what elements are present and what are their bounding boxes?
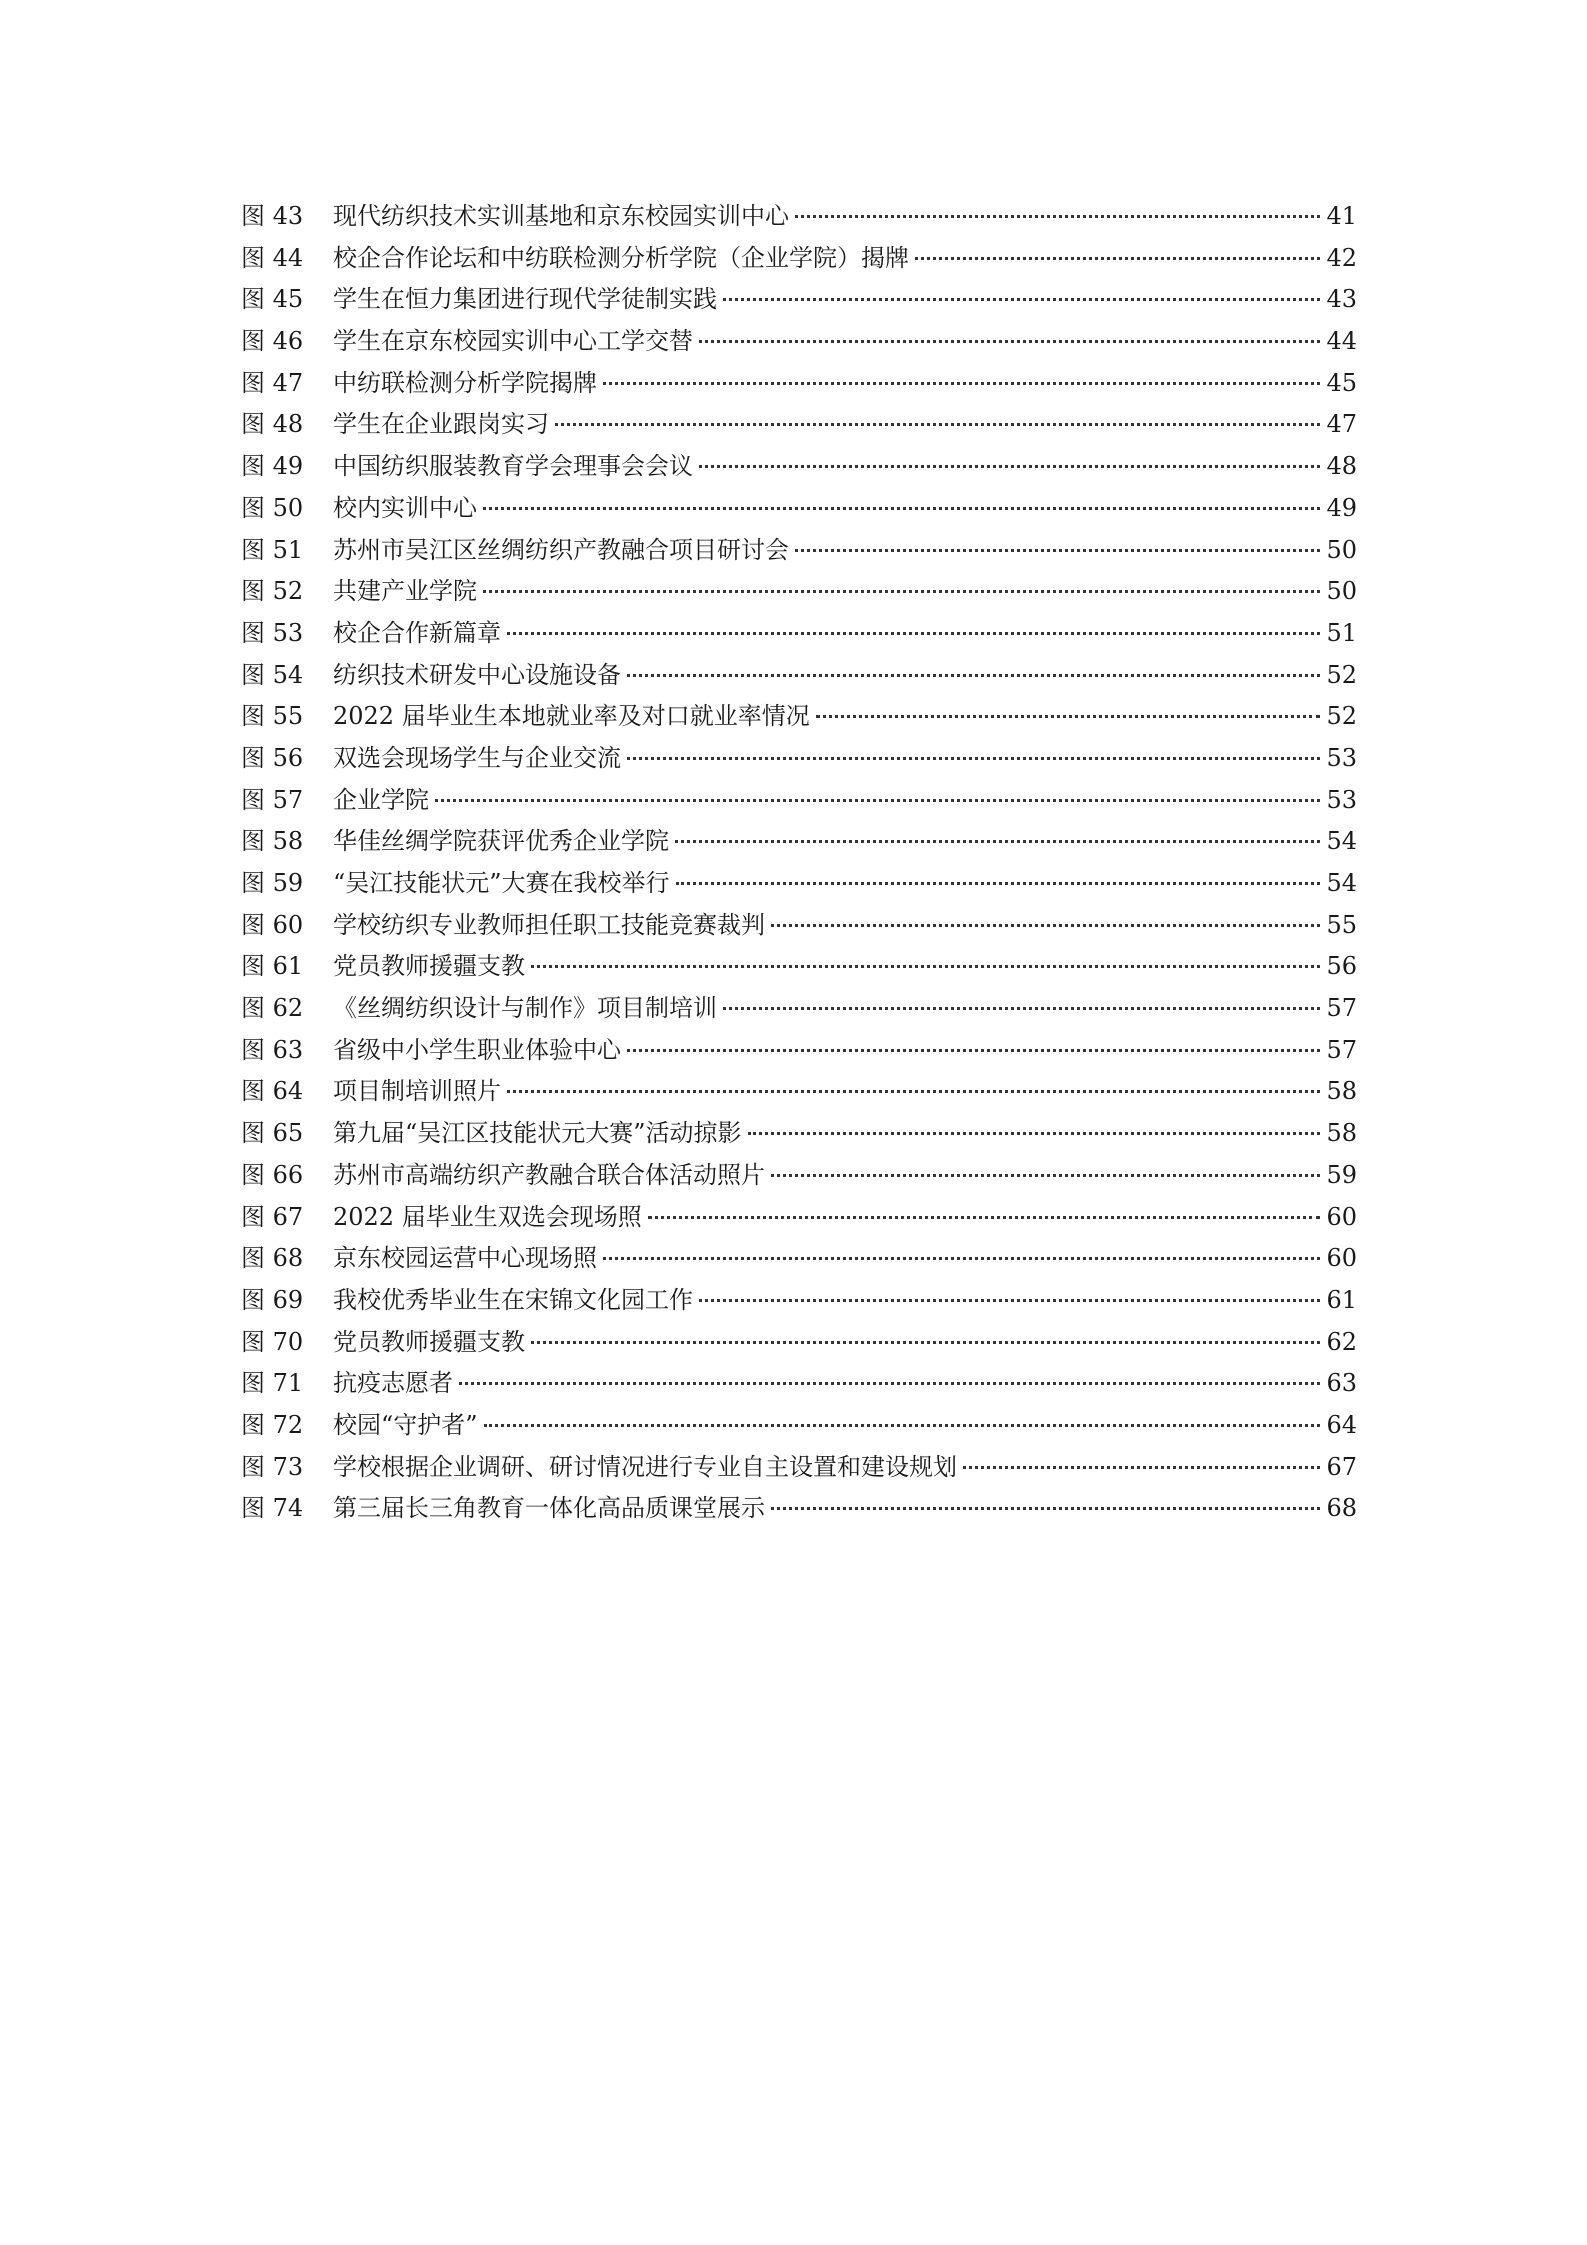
page-number: 52 — [1326, 660, 1357, 689]
page-number: 42 — [1326, 243, 1357, 272]
figure-number: 图 74 — [241, 1494, 304, 1523]
toc-entry[interactable] — [241, 1155, 1357, 1197]
figure-title: 第三届长三角教育一体化高品质课堂展示 — [333, 1494, 765, 1523]
figure-number: 图 60 — [241, 910, 304, 939]
dot-leader — [484, 1424, 1321, 1427]
figure-title: 抗疫志愿者 — [333, 1369, 453, 1398]
toc-entry[interactable] — [241, 238, 1357, 280]
figure-number: 图 65 — [241, 1119, 304, 1148]
figure-title: 第九届“吴江区技能状元大赛”活动掠影 — [333, 1119, 742, 1148]
figure-title: 华佳丝绸学院获评优秀企业学院 — [333, 827, 669, 856]
toc-entry[interactable] — [241, 1280, 1357, 1322]
figure-number: 图 57 — [241, 785, 304, 814]
figure-number: 图 54 — [241, 660, 304, 689]
toc-entry[interactable] — [241, 404, 1357, 446]
page-number: 47 — [1326, 410, 1357, 439]
figure-number: 图 68 — [241, 1244, 304, 1273]
page-number: 68 — [1326, 1494, 1357, 1523]
toc-entry[interactable] — [241, 321, 1357, 363]
figure-number: 图 61 — [241, 952, 304, 981]
dot-leader — [771, 1174, 1320, 1177]
toc-entry[interactable] — [241, 946, 1357, 988]
figure-number: 图 50 — [241, 493, 304, 522]
figure-number: 图 46 — [241, 327, 304, 356]
dot-leader — [963, 1466, 1320, 1469]
toc-entry[interactable] — [241, 1071, 1357, 1113]
dot-leader — [915, 257, 1320, 260]
toc-entry[interactable] — [241, 571, 1357, 613]
figure-title: 我校优秀毕业生在宋锦文化园工作 — [333, 1285, 693, 1314]
figure-number: 图 62 — [241, 994, 304, 1023]
figure-number: 图 52 — [241, 577, 304, 606]
figure-title: 校内实训中心 — [333, 493, 477, 522]
toc-entry[interactable] — [241, 1363, 1357, 1405]
dot-leader — [627, 674, 1320, 677]
dot-leader — [483, 590, 1320, 593]
page-number: 43 — [1326, 285, 1357, 314]
page-number: 44 — [1326, 327, 1357, 356]
figure-title: 京东校园运营中心现场照 — [333, 1244, 597, 1273]
toc-entry[interactable] — [241, 1405, 1357, 1447]
figure-number: 图 66 — [241, 1160, 304, 1189]
figure-title: 学生在恒力集团进行现代学徒制实践 — [333, 285, 717, 314]
figure-number: 图 43 — [241, 202, 304, 230]
toc-entry[interactable] — [241, 488, 1357, 530]
page-number: 63 — [1326, 1369, 1357, 1398]
figure-title: 现代纺织技术实训基地和京东校园实训中心 — [333, 202, 789, 230]
page-number: 54 — [1326, 869, 1357, 897]
figure-title: 学校纺织专业教师担任职工技能竞赛裁判 — [333, 910, 765, 939]
dot-leader — [699, 465, 1320, 468]
page-number: 56 — [1326, 952, 1357, 981]
dot-leader — [603, 382, 1320, 385]
toc-entry[interactable] — [241, 1197, 1357, 1239]
figure-number: 图 58 — [241, 827, 304, 856]
figure-number: 图 48 — [241, 410, 304, 439]
dot-leader — [531, 965, 1320, 968]
toc-entry[interactable] — [241, 1113, 1357, 1155]
dot-leader — [795, 215, 1320, 218]
dot-leader — [603, 1257, 1320, 1260]
toc-entry[interactable] — [241, 696, 1357, 738]
figure-number: 图 71 — [241, 1369, 304, 1398]
dot-leader — [699, 340, 1320, 343]
dot-leader — [748, 1132, 1321, 1135]
dot-leader — [627, 757, 1320, 760]
figure-title: 校园“守护者” — [333, 1410, 478, 1439]
dot-leader — [555, 423, 1320, 426]
figure-number: 图 55 — [241, 702, 304, 731]
figure-number: 图 45 — [241, 285, 304, 314]
page-number: 61 — [1326, 1285, 1357, 1314]
figure-title: 校企合作新篇章 — [333, 618, 501, 647]
dot-leader — [459, 1382, 1320, 1385]
figure-number: 图 70 — [241, 1327, 304, 1356]
figure-title: 省级中小学生职业体验中心 — [333, 1035, 621, 1064]
page-number: 58 — [1326, 1077, 1357, 1106]
page-number: 57 — [1326, 994, 1357, 1023]
figure-number: 图 59 — [241, 869, 304, 897]
page-number: 48 — [1326, 452, 1357, 481]
dot-leader — [507, 632, 1320, 635]
figure-title: 项目制培训照片 — [333, 1077, 501, 1106]
toc-entry[interactable] — [241, 780, 1357, 822]
dot-leader — [723, 298, 1320, 301]
figure-number: 图 69 — [241, 1285, 304, 1314]
page-number: 67 — [1326, 1452, 1357, 1481]
toc-entry[interactable] — [241, 363, 1357, 405]
toc-entry[interactable] — [241, 821, 1357, 863]
page-number: 53 — [1326, 785, 1357, 814]
dot-leader — [676, 882, 1321, 885]
figure-number: 图 51 — [241, 535, 304, 564]
dot-leader — [648, 1216, 1321, 1219]
figure-number: 图 72 — [241, 1410, 304, 1439]
figure-title: 学校根据企业调研、研讨情况进行专业自主设置和建设规划 — [333, 1452, 957, 1481]
figure-title: 纺织技术研发中心设施设备 — [333, 660, 621, 689]
figure-number: 图 56 — [241, 743, 304, 772]
toc-entry[interactable] — [241, 1030, 1357, 1072]
figure-title: 学生在企业跟岗实习 — [333, 410, 549, 439]
figure-title: 苏州市吴江区丝绸纺织产教融合项目研讨会 — [333, 535, 789, 564]
dot-leader — [795, 549, 1320, 552]
figure-title: 2022 届毕业生本地就业率及对口就业率情况 — [333, 702, 810, 731]
dot-leader — [531, 1341, 1320, 1344]
page-number: 49 — [1326, 493, 1357, 522]
toc-entry[interactable] — [241, 1238, 1357, 1280]
figure-number: 图 44 — [241, 243, 304, 272]
toc-entry[interactable] — [241, 196, 1357, 238]
figure-number: 图 64 — [241, 1077, 304, 1106]
dot-leader — [816, 715, 1321, 718]
page-number: 62 — [1326, 1327, 1357, 1356]
toc-entry[interactable] — [241, 905, 1357, 947]
toc-entry[interactable] — [241, 530, 1357, 572]
figure-list — [241, 196, 1357, 1530]
toc-entry[interactable] — [241, 655, 1357, 697]
figure-title: 苏州市高端纺织产教融合联合体活动照片 — [333, 1160, 765, 1189]
figure-title: 党员教师援疆支教 — [333, 1327, 525, 1356]
toc-entry[interactable] — [241, 279, 1357, 321]
page-number: 59 — [1326, 1160, 1357, 1189]
figure-number: 图 67 — [241, 1202, 304, 1231]
page-number: 50 — [1326, 535, 1357, 564]
page-number: 53 — [1326, 743, 1357, 772]
figure-number: 图 73 — [241, 1452, 304, 1481]
figure-number: 图 49 — [241, 452, 304, 481]
dot-leader — [435, 799, 1320, 802]
dot-leader — [771, 1507, 1320, 1510]
figure-title: “吴江技能状元”大赛在我校举行 — [333, 869, 670, 897]
page-number: 57 — [1326, 1035, 1357, 1064]
toc-entry[interactable] — [241, 863, 1357, 905]
figure-title: 《丝绸纺织设计与制作》项目制培训 — [333, 994, 717, 1023]
toc-entry[interactable] — [241, 1322, 1357, 1364]
toc-entry[interactable] — [241, 988, 1357, 1030]
page-number: 50 — [1326, 577, 1357, 606]
figure-title: 企业学院 — [333, 785, 429, 814]
page-number: 60 — [1326, 1202, 1357, 1231]
figure-title: 中国纺织服装教育学会理事会会议 — [333, 452, 693, 481]
toc-entry[interactable] — [241, 1447, 1357, 1489]
figure-title: 双选会现场学生与企业交流 — [333, 743, 621, 772]
dot-leader — [507, 1090, 1320, 1093]
figure-title: 中纺联检测分析学院揭牌 — [333, 368, 597, 397]
figure-number: 图 47 — [241, 368, 304, 397]
figure-title: 学生在京东校园实训中心工学交替 — [333, 327, 693, 356]
toc-entry[interactable] — [241, 738, 1357, 780]
page-number: 58 — [1326, 1119, 1357, 1148]
page-number: 55 — [1326, 910, 1357, 939]
dot-leader — [723, 1007, 1320, 1010]
dot-leader — [771, 924, 1320, 927]
page-number: 64 — [1326, 1410, 1357, 1439]
dot-leader — [699, 1299, 1320, 1302]
page-number: 60 — [1326, 1244, 1357, 1273]
page-number: 45 — [1326, 368, 1357, 397]
dot-leader — [675, 840, 1320, 843]
page-number: 51 — [1326, 618, 1357, 647]
page-number: 52 — [1326, 702, 1357, 731]
dot-leader — [627, 1049, 1320, 1052]
figure-number: 图 63 — [241, 1035, 304, 1064]
page-number: 54 — [1326, 827, 1357, 856]
page-number: 41 — [1326, 202, 1357, 230]
figure-title: 2022 届毕业生双选会现场照 — [333, 1202, 642, 1231]
toc-entry[interactable] — [241, 613, 1357, 655]
toc-entry[interactable] — [241, 446, 1357, 488]
figure-title: 党员教师援疆支教 — [333, 952, 525, 981]
figure-title: 共建产业学院 — [333, 577, 477, 606]
toc-entry[interactable] — [241, 1488, 1357, 1530]
figure-number: 图 53 — [241, 618, 304, 647]
figure-title: 校企合作论坛和中纺联检测分析学院（企业学院）揭牌 — [333, 243, 909, 272]
dot-leader — [483, 507, 1320, 510]
